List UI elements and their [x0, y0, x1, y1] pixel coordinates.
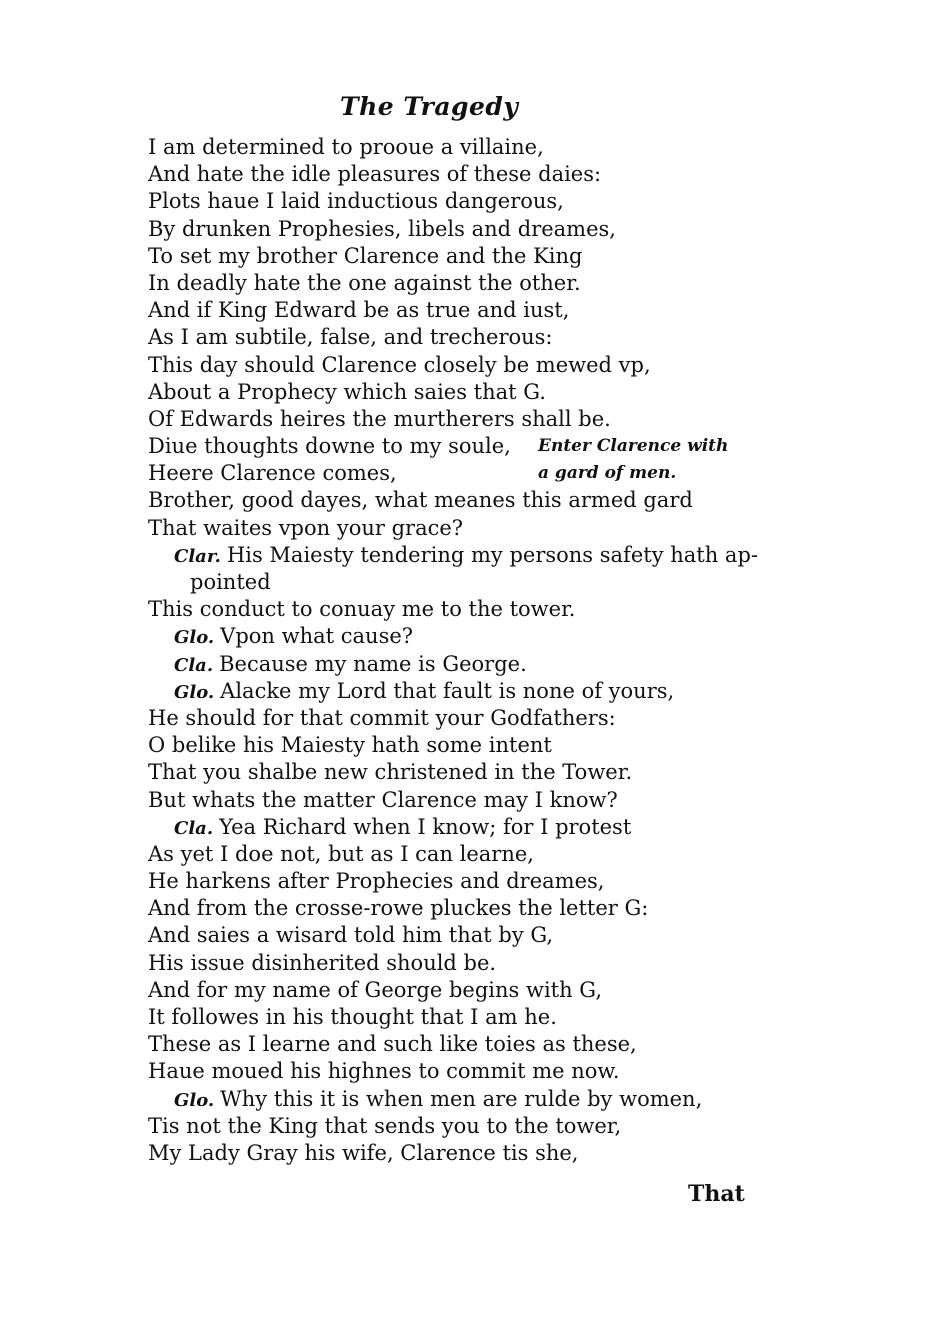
- verse-line: [148, 324, 748, 351]
- line-text: This day should Clarence closely be mewed vp,: [148, 352, 651, 377]
- verse-line: [148, 922, 748, 949]
- verse-line: [148, 379, 748, 406]
- line-text: And for my name of George begins with G,: [148, 977, 603, 1002]
- line-text: But whats the matter Clarence may I know?: [148, 787, 618, 812]
- line-text: That you shalbe new christened in the Tower.: [148, 760, 633, 785]
- line-text: Brother, good dayes, what meanes this armed gard: [148, 488, 693, 513]
- line-text: I am determined to prooue a villaine,: [148, 135, 544, 159]
- line-text: Because my name is George.: [219, 651, 527, 676]
- verse-line: [148, 623, 748, 650]
- line-text: To set my brother Clarence and the King: [148, 243, 583, 268]
- verse-line: [148, 1140, 748, 1167]
- line-text: He should for that commit your Godfathers:: [148, 705, 616, 730]
- verse-line: [148, 759, 748, 786]
- line-text: Yea Richard when I know; for I protest: [219, 814, 632, 839]
- line-text: My Lady Gray his wife, Clarence tis she,: [148, 1140, 579, 1165]
- catchword: That: [688, 1181, 745, 1207]
- verse-line: [148, 1058, 748, 1085]
- verse-line: [148, 433, 748, 460]
- line-text: Haue moued his highnes to commit me now.: [148, 1059, 620, 1084]
- line-text: As yet I doe not, but as I can learne,: [148, 841, 534, 866]
- line-text: Plots haue I laid inductious dangerous,: [148, 189, 564, 214]
- verse-line: [148, 895, 748, 922]
- verse-line: [148, 950, 748, 977]
- verse-line: [148, 1086, 748, 1113]
- verse-line: [148, 188, 748, 215]
- speaker-prefix: Cla.: [174, 654, 214, 676]
- verse-line: [148, 651, 748, 678]
- line-text: Heere Clarence comes,: [148, 461, 397, 486]
- verse-line: [148, 977, 748, 1004]
- stage-direction: a gard of men.: [538, 463, 677, 484]
- line-text: And if King Edward be as true and iust,: [148, 298, 570, 323]
- line-text: And from the crosse-rowe pluckes the letter G:: [148, 896, 649, 921]
- verse-line: [148, 515, 748, 542]
- line-text: That waites vpon your grace?: [148, 515, 464, 540]
- line-text: In deadly hate the one against the other.: [148, 270, 581, 295]
- line-text: His Maiesty tendering my persons safety hath ap-: [226, 542, 758, 567]
- verse-line: [148, 487, 748, 514]
- verse-line: [148, 297, 748, 324]
- line-text: It followes in his thought that I am he.: [148, 1005, 557, 1029]
- speaker-prefix: Glo.: [174, 1089, 215, 1111]
- line-text: His issue disinherited should be.: [148, 950, 497, 975]
- line-text: And saies a wisard told him that by G,: [148, 923, 554, 948]
- play-text: [148, 134, 758, 1167]
- verse-line: [148, 1031, 748, 1058]
- verse-line: [148, 787, 748, 814]
- verse-line: [148, 814, 748, 841]
- line-text: About a Prophecy which saies that G.: [148, 379, 546, 404]
- verse-line: [148, 352, 748, 379]
- line-text: This conduct to conuay me to the tower.: [148, 597, 576, 622]
- verse-line: [148, 216, 748, 243]
- verse-line: [148, 1004, 748, 1031]
- line-text: Alacke my Lord that fault is none of yours,: [220, 678, 675, 703]
- speaker-prefix: Glo.: [174, 681, 215, 703]
- verse-line: [148, 596, 748, 623]
- verse-line: [148, 678, 748, 705]
- verse-line: [148, 243, 748, 270]
- verse-line: [148, 406, 748, 433]
- verse-line: [148, 161, 748, 188]
- line-text: Vpon what cause?: [220, 624, 414, 649]
- verse-line: [148, 569, 748, 596]
- stage-direction: Enter Clarence with: [538, 436, 729, 457]
- line-text: Tis not the King that sends you to the tower,: [148, 1113, 622, 1138]
- verse-line: [148, 460, 748, 487]
- running-head: The Tragedy: [340, 92, 519, 121]
- line-text: Why this it is when men are rulde by women,: [220, 1086, 703, 1111]
- speaker-prefix: Cla.: [174, 817, 214, 839]
- verse-line: [148, 732, 748, 759]
- speaker-prefix: Clar.: [174, 545, 221, 567]
- line-text: These as I learne and such like toies as these,: [148, 1032, 637, 1057]
- line-text: As I am subtile, false, and trecherous:: [148, 325, 553, 350]
- verse-line: [148, 841, 748, 868]
- verse-line: [148, 1113, 748, 1140]
- line-text: Of Edwards heires the murtherers shall be.: [148, 406, 611, 431]
- line-text: By drunken Prophesies, libels and dreames,: [148, 216, 616, 241]
- line-text: And hate the idle pleasures of these daies:: [148, 162, 602, 187]
- verse-line: [148, 134, 748, 161]
- verse-line: [148, 270, 748, 297]
- line-text: He harkens after Prophecies and dreames,: [148, 869, 605, 894]
- verse-line: [148, 542, 758, 569]
- speaker-prefix: Glo.: [174, 627, 215, 649]
- line-text: Diue thoughts downe to my soule,: [148, 434, 511, 459]
- line-text: O belike his Maiesty hath some intent: [148, 733, 552, 758]
- verse-line: [148, 868, 748, 895]
- line-text: pointed: [190, 570, 271, 594]
- verse-line: [148, 705, 748, 732]
